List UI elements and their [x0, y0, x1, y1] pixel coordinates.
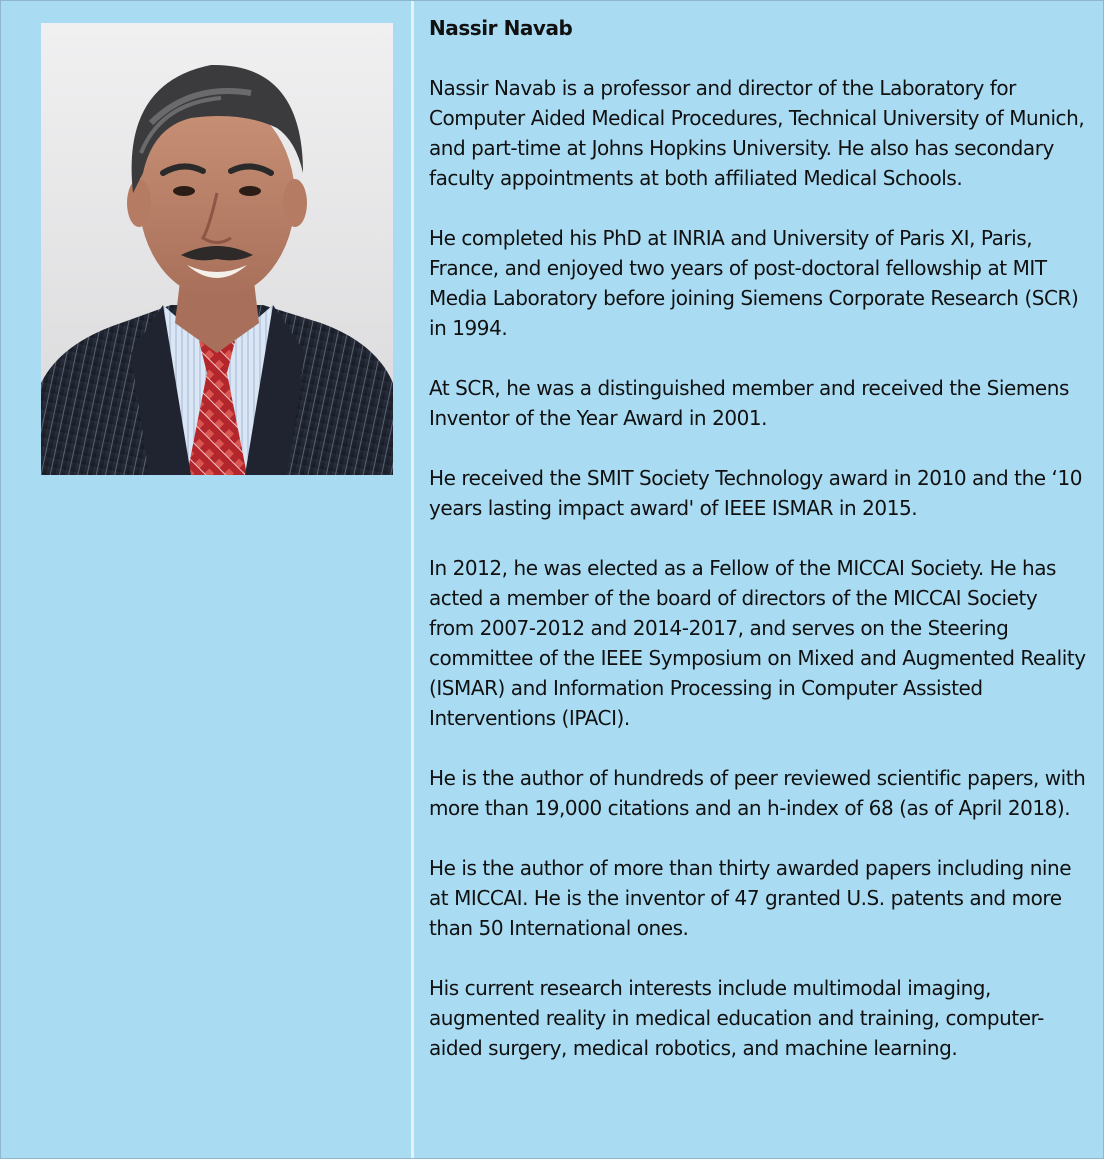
person-portrait-icon	[41, 23, 393, 475]
photo-cell	[1, 1, 411, 1158]
portrait-photo	[41, 23, 393, 475]
bio-paragraph-8: His current research interests include multimodal imaging, augmented reality in medical education and training, computer-aided surgery, medical robotics, and machine learning.	[429, 976, 1044, 1060]
bio-text-cell	[414, 1, 1103, 1158]
bio-paragraph-3: At SCR, he was a distinguished member and received the Siemens Inventor of the Year Award in 2001.	[429, 376, 1069, 430]
person-name: Nassir Navab	[429, 16, 573, 40]
bio-paragraph-7: He is the author of more than thirty awarded papers including nine at MICCAI. He is the inventor of 47 granted U.S. patents and more than 50 International ones.	[429, 856, 1072, 940]
bio-paragraph-4: He received the SMIT Society Technology award in 2010 and the ‘10 years lasting impact award' of IEEE ISMAR in 2015.	[429, 466, 1083, 520]
bio-paragraph-6: He is the author of hundreds of peer reviewed scientific papers, with more than 19,000 citations and an h-index of 68 (as of April 2018).	[429, 766, 1086, 820]
bio-paragraph-1: Nassir Navab is a professor and director of the Laboratory for Computer Aided Medical Procedures, Technical University of Munich, and part-time at Johns Hopkins University. He also has secondary faculty appointments at both affiliated Medical Schools.	[429, 76, 1085, 190]
bio-paragraph-2: He completed his PhD at INRIA and University of Paris XI, Paris, France, and enjoyed two years of post-doctoral fellowship at MIT Media Laboratory before joining Siemens Corporate Research (SCR) in 1994.	[429, 226, 1079, 340]
bio-paragraph-5: In 2012, he was elected as a Fellow of the MICCAI Society. He has acted a member of the board of directors of the MICCAI Society from 2007-2012 and 2014-2017, and serves on the Steering committee of the IEEE Symposium on Mixed and Augmented Reality (ISMAR) and Information Processing in Computer Assisted Interventions (IPACI).	[429, 556, 1086, 730]
